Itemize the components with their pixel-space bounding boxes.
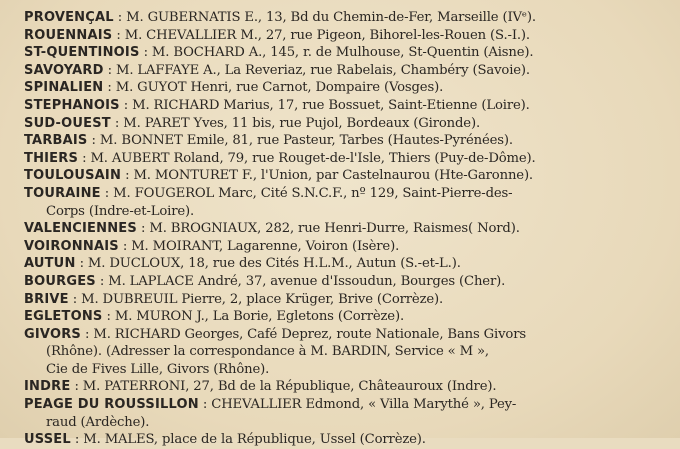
list-item (24, 79, 664, 97)
entry-address: M. GUBERNATIS E., 13, Bd du Chemin-de-Fer, Marseille (IVᵉ). (126, 10, 536, 25)
list-item (24, 150, 664, 168)
entry-club-name: STEPHANOIS (24, 97, 120, 113)
list-item (24, 97, 664, 115)
entry-separator: : (103, 80, 116, 96)
entry-club-name: EGLETONS (24, 309, 103, 325)
list-item (24, 167, 664, 185)
list-item (24, 378, 664, 396)
entry-address: CHEVALLIER Edmond, « Villa Marythé », Pey- (211, 397, 517, 413)
entry-address: M. CHEVALLIER M., 27, rue Pigeon, Bihorel-les-Rouen (S.-I.). (124, 27, 530, 43)
entry-address: M. BONNET Emile, 81, rue Pasteur, Tarbes (Hautes-Pyrénées). (99, 133, 513, 149)
entry-separator: : (110, 115, 124, 131)
entry-separator: : (95, 273, 109, 289)
entry-club-name: GIVORS (24, 326, 81, 342)
entry-club-name: AUTUN (24, 256, 76, 272)
entry-separator: : (80, 326, 94, 342)
entry-separator: : (103, 62, 116, 78)
entry-club-name: SAVOYARD (24, 62, 104, 78)
entry-club-name: TOULOUSAIN (24, 168, 122, 184)
list-item (24, 62, 664, 80)
list-item (24, 44, 664, 62)
entry-club-name: ST-QUENTINOIS (24, 45, 140, 61)
list-item (24, 291, 664, 309)
entry-address: M. LAFFAYE A., La Reveriaz, rue Rabelais, Chambéry (Savoie). (115, 62, 530, 78)
entry-club-name: SUD-OUEST (24, 115, 111, 131)
entry-club-name: THIERS (24, 150, 79, 166)
entry-separator: : (112, 27, 125, 43)
entry-address: M. DUBREUIL Pierre, 2, place Krüger, Brive (Corrèze). (81, 291, 444, 307)
entry-address-continuation: Cie de Fives Lille, Givors (Rhône). (46, 361, 270, 377)
entry-address: M. AUBERT Roland, 79, rue Rouget-de-l'Isle, Thiers (Puy-de-Dôme). (90, 150, 536, 166)
entry-club-name: SPINALIEN (24, 80, 104, 96)
entry-address: M. BROGNIAUX, 282, rue Henri-Durre, Raismes( Nord). (149, 221, 520, 237)
entry-club-name: USSEL (24, 432, 71, 448)
entry-separator: : (139, 45, 152, 61)
entry-club-name: INDRE (24, 379, 71, 395)
entry-separator: : (198, 397, 212, 413)
entry-separator: : (113, 10, 127, 25)
entry-address: M. MOIRANT, Lagarenne, Voiron (Isère). (131, 238, 400, 254)
list-item (24, 396, 664, 431)
entry-address: M. MALES, place de la République, Ussel (Corrèze). (83, 432, 426, 448)
list-item (24, 255, 664, 273)
list-item (24, 273, 664, 291)
entry-separator: : (136, 221, 150, 237)
entry-address-continuation: Corps (Indre-et-Loire). (46, 203, 195, 219)
entry-club-name: BOURGES (24, 273, 96, 289)
list-item (24, 27, 664, 45)
entry-address: M. BOCHARD A., 145, r. de Mulhouse, St-Quentin (Aisne). (151, 45, 534, 61)
entry-address: M. LAPLACE André, 37, avenue d'Issoudun, Bourges (Cher). (108, 273, 506, 289)
entry-separator: : (70, 379, 83, 395)
entry-separator: : (68, 291, 82, 307)
entry-address: M. RICHARD Georges, Café Deprez, route Nationale, Bans Givors (93, 326, 526, 342)
list-item (24, 185, 664, 220)
list-item (24, 115, 664, 133)
entry-club-name: PEAGE DU ROUSSILLON (24, 397, 199, 413)
list-item (24, 9, 664, 27)
entry-address: M. RICHARD Marius, 17, rue Bossuet, Saint-Etienne (Loire). (132, 97, 530, 113)
list-item (24, 132, 664, 150)
entry-address: M. GUYOT Henri, rue Carnot, Dompaire (Vosges). (115, 80, 444, 96)
entry-club-name: VOIRONNAIS (24, 238, 119, 254)
list-item (24, 326, 664, 379)
list-item (24, 220, 664, 238)
entry-separator: : (102, 309, 115, 325)
entry-separator: : (100, 185, 114, 201)
entry-club-name: ROUENNAIS (24, 27, 113, 43)
entry-address: M. DUCLOUX, 18, rue des Cités H.L.M., Autun (S.-et-L.). (87, 256, 461, 272)
entry-club-name: VALENCIENNES (24, 221, 137, 237)
entry-separator: : (121, 168, 134, 184)
entry-address: M. PARET Yves, 11 bis, rue Pujol, Bordeaux (Gironde). (123, 115, 480, 131)
entry-separator: : (78, 150, 91, 166)
entry-club-name: TARBAIS (24, 133, 88, 149)
entry-club-name: TOURAINE (24, 185, 101, 201)
entry-address: M. MURON J., La Borie, Egletons (Corrèze). (114, 309, 404, 325)
entry-address: M. PATERRONI, 27, Bd de la République, Châteauroux (Indre). (82, 379, 497, 395)
list-item (24, 238, 664, 256)
entry-separator: : (75, 256, 88, 272)
entry-address: M. FOUGEROL Marc, Cité S.N.C.F., nº 129, Saint-Pierre-des- (113, 185, 513, 201)
entry-address-continuation: raud (Ardèche). (46, 414, 150, 430)
entry-club-name: PROVENÇAL (24, 10, 114, 25)
directory-list (24, 9, 664, 449)
list-item (24, 431, 664, 449)
entry-address-continuation: (Rhône). (Adresser la correspondance à M. BARDIN, Service « M », (46, 344, 489, 360)
entry-club-name: BRIVE (24, 291, 69, 307)
entry-address: M. MONTURET F., l'Union, par Castelnaurou (Hte-Garonne). (133, 168, 533, 184)
entry-separator: : (118, 238, 132, 254)
entry-separator: : (87, 133, 100, 149)
entry-separator: : (70, 432, 84, 448)
list-item (24, 308, 664, 326)
entry-separator: : (119, 97, 133, 113)
